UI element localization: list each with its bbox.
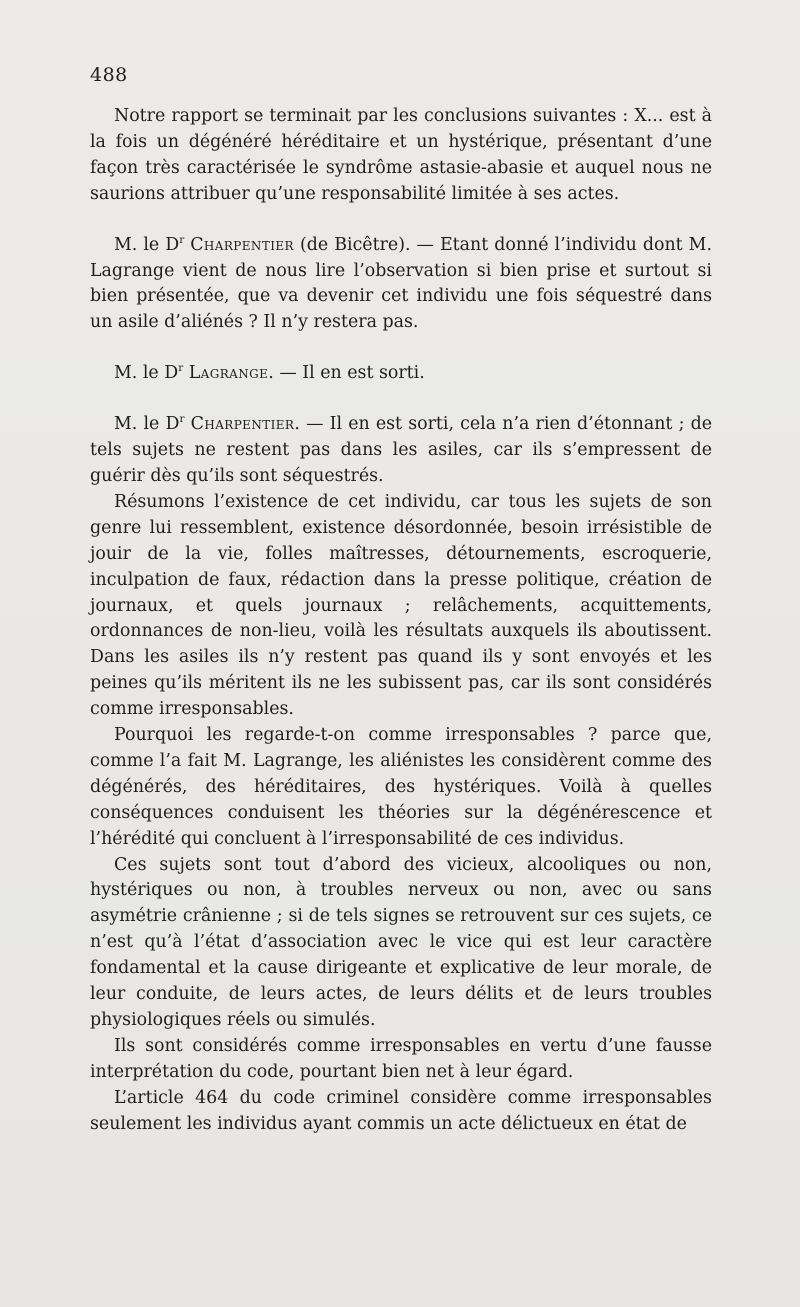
speaker-title-sup: r bbox=[178, 362, 184, 375]
speaker-suffix: . bbox=[268, 363, 274, 384]
paragraph-article-464: L’article 464 du code criminel considère comme irresponsables seulement les individus ayant commis un acte délictueux en état de bbox=[90, 1087, 712, 1134]
speaker-name: Charpentier bbox=[190, 414, 295, 435]
paragraph-irresponsables: Ils sont considérés comme irresponsables en vertu d’une fausse interprétation du code, pourtant bien net à leur égard. bbox=[90, 1035, 712, 1082]
paragraph-lagrange-reply bbox=[90, 361, 712, 387]
speech-text: — Etant donné l’individu dont M. Lagrange vient de nous lire l’observation si bien prise et surtout si bien présentée, que va devenir cet individu une fois séquestré dans un asile d’aliénés ? Il n’y restera pas. bbox=[90, 234, 712, 333]
speaker-title-sup: r bbox=[179, 233, 185, 246]
speaker-name: Charpentier bbox=[190, 234, 294, 255]
speaker-prefix: M. le D bbox=[114, 363, 179, 384]
speaker-suffix: (de Bicêtre). bbox=[293, 234, 411, 255]
page-body bbox=[90, 104, 712, 1138]
speaker-suffix: . bbox=[294, 414, 300, 435]
speaker-name: Lagrange bbox=[188, 363, 269, 384]
speech-text: — Il en est sorti, cela n’a rien d’étonnant ; de tels sujets ne restent pas dans les asiles, car ils s’empressent de guérir dès qu’ils sont séquestrés. bbox=[90, 414, 713, 486]
paragraph-charpentier-intervention bbox=[90, 233, 712, 337]
speaker-title-sup: r bbox=[179, 413, 185, 426]
speaker-prefix: M. le D bbox=[114, 234, 180, 255]
paragraph-charpentier-response bbox=[90, 412, 712, 490]
page-number: 488 bbox=[90, 64, 128, 86]
speech-text: — Il en est sorti. bbox=[273, 363, 425, 384]
paragraph-conclusions: Notre rapport se terminait par les conclusions suivantes : X... est à la fois un dégénéré héréditaire et un hystérique, présentant d’une façon très caractérisée le syndrôme astasie-abasie et auquel nous ne saurions attribuer qu’une responsabilité limitée à ses actes. bbox=[90, 106, 712, 204]
speaker-prefix: M. le D bbox=[114, 414, 180, 435]
paragraph-ces-sujets: Ces sujets sont tout d’abord des vicieux, alcooliques ou non, hystériques ou non, à troubles nerveux ou non, avec ou sans asymétrie crânienne ; si de tels signes se retrouvent sur ces sujets, ce n’est qu’à l’état d’association avec le vice qui est leur caractère fondamental et la cause dirigeante et explicative de leur morale, de leur conduite, de leurs actes, de leurs délits et de leurs troubles physiologiques réels ou simulés. bbox=[90, 854, 712, 1030]
paragraph-resumons: Résumons l’existence de cet individu, car tous les sujets de son genre lui ressemblent, existence désordonnée, besoin irrésistible de jouir de la vie, folles maîtresses, détournements, escroquerie, inculpation de faux, rédaction dans la presse politique, création de journaux, et quels journaux ; relâchements, acquittements, ordonnances de non-lieu, voilà les résultats auxquels ils aboutissent. Dans les asiles ils n’y restent pas quand ils y sont envoyés et les peines qu’ils méritent ils ne les subissent pas, car ils sont considérés comme irresponsables. bbox=[90, 491, 712, 720]
paragraph-pourquoi: Pourquoi les regarde-t-on comme irresponsables ? parce que, comme l’a fait M. Lagrange, les aliénistes les considèrent comme des dégénérés, des héréditaires, des hystériques. Voilà à quelles conséquences conduisent les théories sur la dégénérescence et l’hérédité qui concluent à l’irresponsabilité de ces individus. bbox=[90, 725, 712, 849]
